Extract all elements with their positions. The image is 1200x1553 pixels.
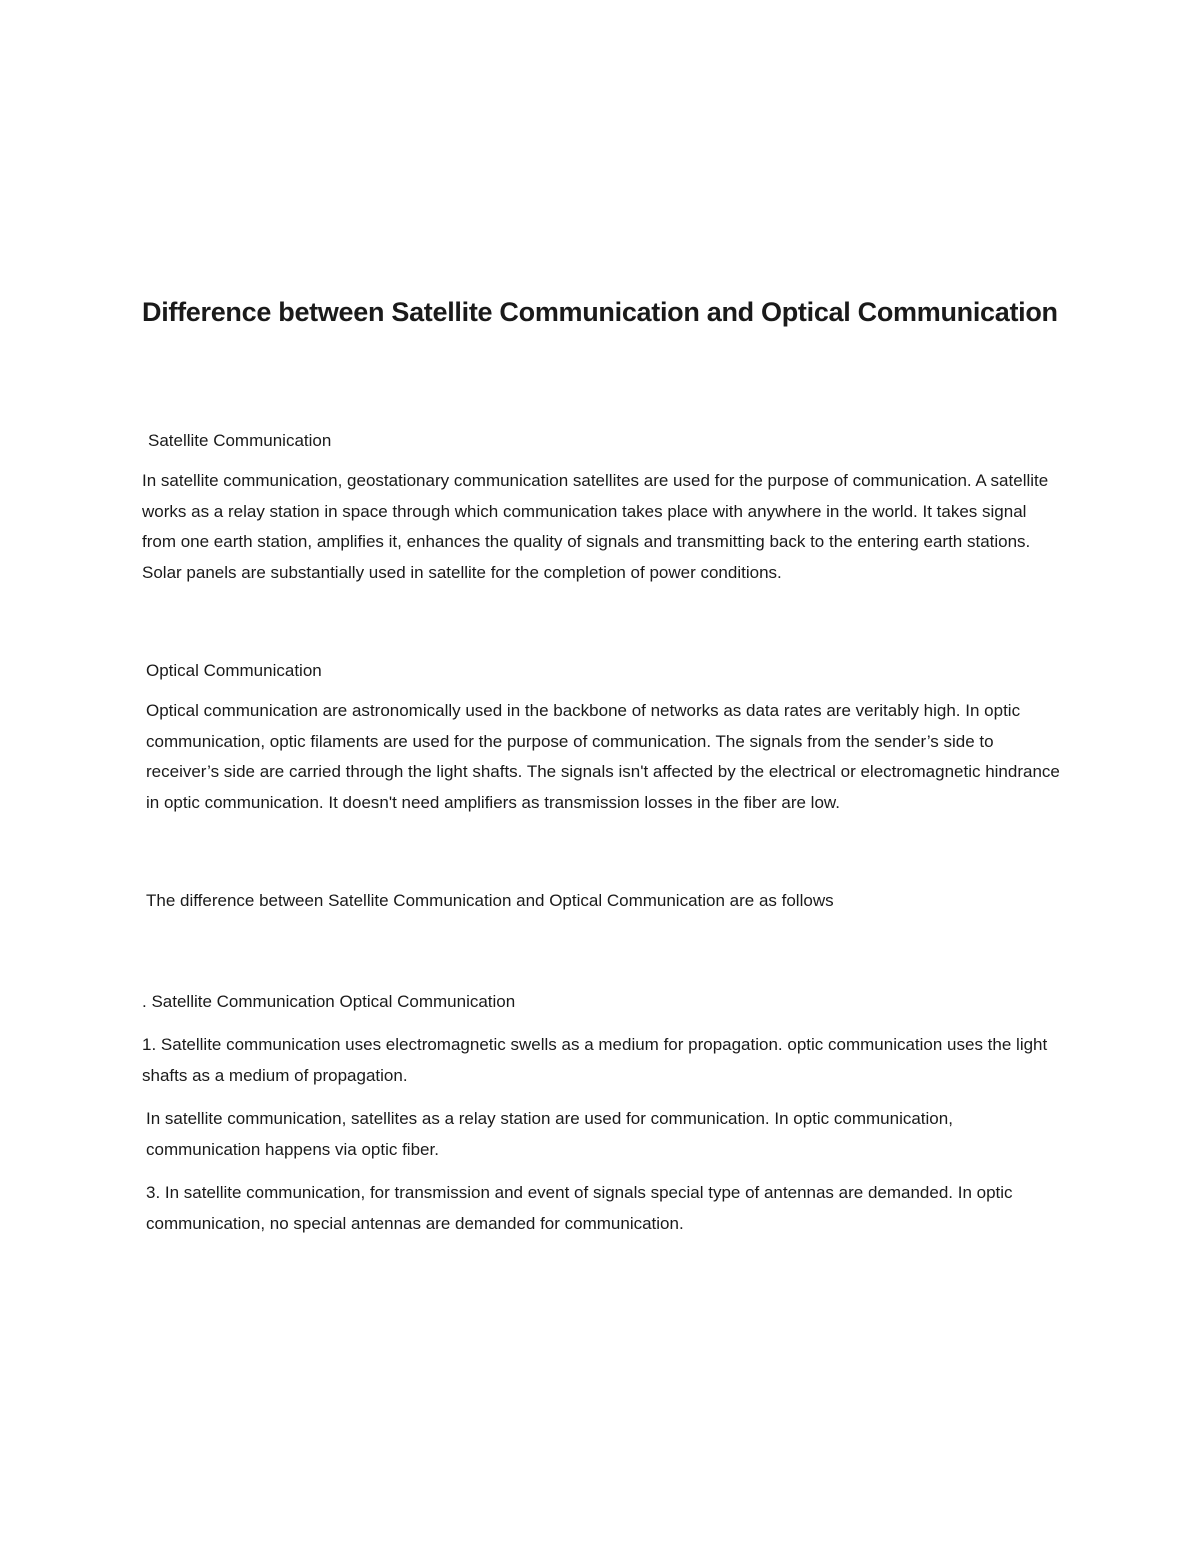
- document-title: Difference between Satellite Communication and Optical Communication: [142, 297, 1058, 327]
- comparison-item-3: 3. In satellite communication, for transmission and event of signals special type of antennas are demanded. In optic communication, no special antennas are demanded for communication.: [146, 1183, 1013, 1233]
- section-heading-satellite: Satellite Communication: [148, 431, 332, 450]
- section-body-satellite: In satellite communication, geostationary communication satellites are used for the purpose of communication. A satellite works as a relay station in space through which communication takes place with anywhere in the world. It takes signal from one earth station, amplifies it, enhances the quality of signals and transmitting back to the entering earth stations. Solar panels are substantially used in satellite for the completion of power conditions.: [142, 471, 1049, 582]
- comparison-item-2: In satellite communication, satellites as a relay station are used for communication. In optic communication, communication happens via optic fiber.: [146, 1109, 953, 1159]
- section-heading-optical: Optical Communication: [146, 661, 322, 680]
- comparison-header: . Satellite Communication Optical Communication: [142, 991, 516, 1011]
- document-content: [142, 290, 1062, 1239]
- section-body-optical: Optical communication are astronomically used in the backbone of networks as data rates are veritably high. In optic communication, optic filaments are used for the purpose of communication. The signals from the sender’s side to receiver’s side are carried through the light shafts. The signals isn't affected by the electrical or electromagnetic hindrance in optic communication. It doesn't need amplifiers as transmission losses in the fiber are low.: [146, 701, 1060, 812]
- comparison-item-1: 1. Satellite communication uses electromagnetic swells as a medium for propagation. optic communication uses the light shafts as a medium of propagation.: [142, 1035, 1048, 1085]
- difference-intro: The difference between Satellite Communication and Optical Communication are as follows: [146, 891, 834, 910]
